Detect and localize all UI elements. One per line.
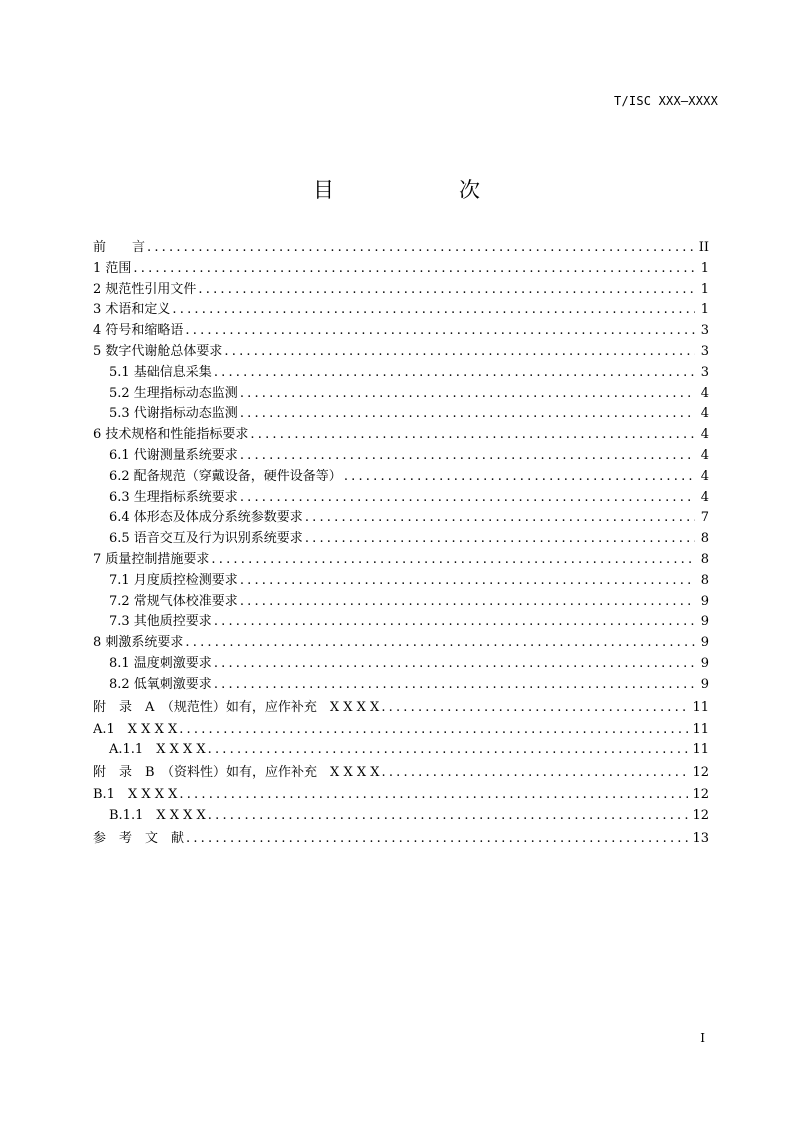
- toc-entry-label: 参 考 文 献: [93, 830, 185, 846]
- toc-entry-page: 4: [700, 489, 709, 505]
- toc-entry-page: 3: [700, 323, 709, 339]
- toc-leader-dots: [240, 384, 695, 405]
- toc-entry-page: 4: [700, 447, 709, 463]
- toc-entry[interactable]: [93, 425, 709, 446]
- toc-entry-label: 5.3 代谢指标动态监测: [109, 406, 238, 422]
- toc-entry-page: 11: [692, 699, 709, 715]
- toc-entry[interactable]: [93, 696, 709, 720]
- toc-leader-dots: [214, 612, 695, 633]
- toc-entry-label: 6 技术规格和性能指标要求: [93, 427, 249, 443]
- toc-entry-label: 8.2 低氧刺激要求: [109, 676, 212, 692]
- toc-entry-page: 8: [700, 551, 709, 567]
- toc-entry-page: 12: [692, 765, 709, 781]
- toc-entry[interactable]: [93, 720, 709, 741]
- toc-entry-label: 附 录 A （规范性）如有，应作补充 X X X X: [93, 699, 380, 715]
- toc-entry-page: 8: [700, 531, 709, 547]
- toc-entry[interactable]: [93, 529, 709, 550]
- toc-entry-label: 7 质量控制措施要求: [93, 551, 210, 567]
- toc-leader-dots: [240, 592, 695, 613]
- toc-entry[interactable]: [93, 761, 709, 785]
- toc-entry-page: 1: [700, 281, 709, 297]
- toc-entry-label: 5 数字代谢舱总体要求: [93, 343, 223, 359]
- document-code: T/ISC XXX—XXXX: [614, 94, 718, 108]
- toc-entry-label: 5.2 生理指标动态监测: [109, 385, 238, 401]
- toc-leader-dots: [381, 696, 688, 720]
- toc-leader-dots: [305, 508, 695, 529]
- toc-entry-page: 11: [692, 721, 709, 737]
- toc-entry-page: 9: [700, 614, 709, 630]
- toc-entry-label: 6.3 生理指标系统要求: [109, 489, 238, 505]
- toc-entry-page: 7: [700, 510, 709, 526]
- toc-entry-page: 8: [700, 572, 709, 588]
- toc-entry[interactable]: [93, 785, 709, 806]
- toc-entry-page: 9: [700, 655, 709, 671]
- page-number: I: [700, 1031, 705, 1045]
- toc-leader-dots: [240, 404, 695, 425]
- toc-entry-label: 2 规范性引用文件: [93, 281, 197, 297]
- toc-entry-label: 6.4 体形态及体成分系统参数要求: [109, 510, 303, 526]
- toc-entry-label: B.1 X X X X: [93, 787, 178, 803]
- toc-entry[interactable]: [93, 404, 709, 425]
- toc-entry-page: II: [698, 240, 709, 255]
- toc-entry-label: 7.1 月度质控检测要求: [109, 572, 238, 588]
- toc-entry-label: 1 范围: [93, 260, 132, 276]
- toc-entry-label: 前 言: [93, 240, 146, 255]
- toc-leader-dots: [208, 740, 689, 761]
- toc-leader-dots: [240, 446, 695, 467]
- toc-entry-page: 4: [700, 427, 709, 443]
- toc-entry-label: 6.1 代谢测量系统要求: [109, 447, 238, 463]
- toc-entry[interactable]: [93, 446, 709, 467]
- toc-leader-dots: [147, 238, 695, 259]
- toc-entry[interactable]: [93, 259, 709, 280]
- toc-entry[interactable]: [93, 827, 709, 851]
- toc-entry-label: B.1.1 X X X X: [109, 807, 206, 823]
- toc-entry[interactable]: [93, 612, 709, 633]
- toc-entry[interactable]: [93, 633, 709, 654]
- toc-entry[interactable]: [93, 363, 709, 384]
- toc-entry-label: 7.3 其他质控要求: [109, 614, 212, 630]
- toc-entry[interactable]: [93, 488, 709, 509]
- toc-entry[interactable]: [93, 321, 709, 342]
- toc-entry-label: 6.2 配备规范（穿戴设备，硬件设备等）: [109, 468, 342, 484]
- toc-leader-dots: [208, 806, 689, 827]
- toc-leader-dots: [214, 363, 695, 384]
- toc-leader-dots: [224, 342, 695, 363]
- toc-entry-label: A.1.1 X X X X: [109, 742, 206, 758]
- toc-entry-page: 4: [700, 385, 709, 401]
- toc-entry-page: 12: [692, 807, 709, 823]
- toc-leader-dots: [240, 571, 695, 592]
- toc-leader-dots: [198, 280, 695, 301]
- toc-entry-page: 9: [700, 676, 709, 692]
- toc-entry-page: 11: [692, 742, 709, 758]
- toc-entry[interactable]: [93, 280, 709, 301]
- toc-title: 目 次: [313, 178, 532, 202]
- toc-leader-dots: [214, 675, 695, 696]
- toc-entry[interactable]: [93, 571, 709, 592]
- toc-leader-dots: [179, 720, 688, 741]
- toc-leader-dots: [214, 654, 695, 675]
- toc-leader-dots: [179, 785, 688, 806]
- toc-entry-label: 3 术语和定义: [93, 302, 171, 318]
- toc-entry-label: A.1 X X X X: [93, 721, 178, 737]
- toc-entry-page: 4: [700, 468, 709, 484]
- toc-entry[interactable]: [93, 806, 709, 827]
- toc-entry-page: 9: [700, 593, 709, 609]
- toc-entry[interactable]: [93, 384, 709, 405]
- toc-entry-label: 附 录 B （资料性）如有，应作补充 X X X X: [93, 765, 380, 781]
- toc-leader-dots: [250, 425, 695, 446]
- toc-leader-dots: [381, 761, 688, 785]
- toc-leader-dots: [185, 633, 695, 654]
- toc-entry[interactable]: [93, 654, 709, 675]
- toc-entry-label: 7.2 常规气体校准要求: [109, 593, 238, 609]
- toc-entry-page: 1: [700, 260, 709, 276]
- toc-leader-dots: [240, 488, 695, 509]
- toc-entry-label: 5.1 基础信息采集: [109, 364, 212, 380]
- toc-entry-label: 4 符号和缩略语: [93, 323, 184, 339]
- toc-entry-page: 1: [700, 302, 709, 318]
- toc-entry[interactable]: [93, 300, 709, 321]
- toc-leader-dots: [133, 259, 695, 280]
- toc-entry[interactable]: [93, 342, 709, 363]
- toc-entry-page: 12: [692, 787, 709, 803]
- toc-leader-dots: [185, 321, 695, 342]
- toc-entry-page: 9: [700, 635, 709, 651]
- toc-entry-page: 3: [700, 343, 709, 359]
- toc-leader-dots: [186, 827, 688, 851]
- toc-leader-dots: [344, 467, 695, 488]
- toc-leader-dots: [305, 529, 695, 550]
- toc-entry[interactable]: [93, 550, 709, 571]
- toc-leader-dots: [211, 550, 695, 571]
- toc-entry[interactable]: [93, 675, 709, 696]
- toc-entry-label: 8 刺激系统要求: [93, 635, 184, 651]
- toc-entry[interactable]: [93, 740, 709, 761]
- toc-entry[interactable]: [93, 238, 709, 259]
- toc-entry-page: 3: [700, 364, 709, 380]
- toc-entry-label: 8.1 温度刺激要求: [109, 655, 212, 671]
- toc-entry[interactable]: [93, 592, 709, 613]
- toc-entry[interactable]: [93, 508, 709, 529]
- toc-entry[interactable]: [93, 467, 709, 488]
- toc-leader-dots: [172, 300, 695, 321]
- table-of-contents: [93, 238, 709, 851]
- toc-entry-label: 6.5 语音交互及行为识别系统要求: [109, 531, 303, 547]
- toc-entry-page: 4: [700, 406, 709, 422]
- toc-entry-page: 13: [692, 830, 709, 846]
